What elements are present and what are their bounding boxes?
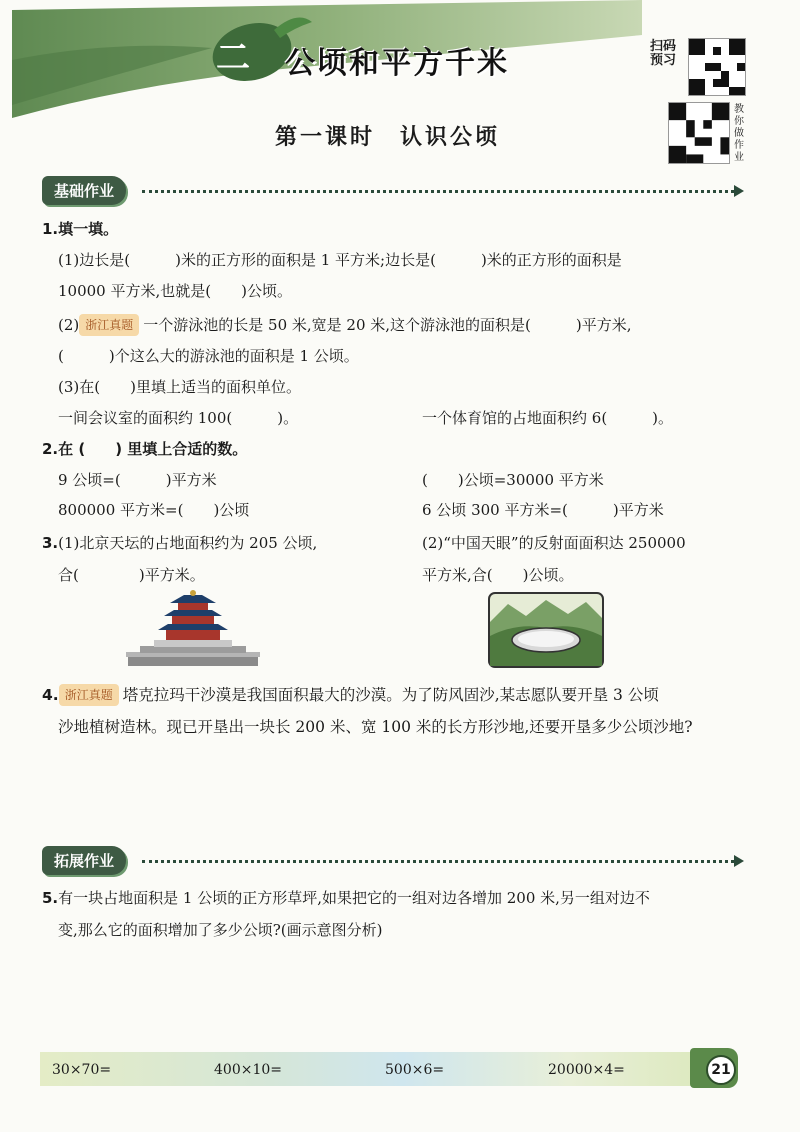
q1-part3-left: 一间会议室的面积约 100( )。 — [58, 409, 299, 427]
q2-row1-left: 9 公顷=( )平方米 — [58, 471, 217, 489]
q3-right-line1: (2)“中国天眼”的反射面面积达 250000 — [422, 534, 686, 552]
homework-help-qr-code[interactable] — [668, 102, 730, 164]
page-number: 21 — [706, 1055, 736, 1085]
section-divider — [142, 860, 734, 863]
qr-teach-label: 教你做作业 — [734, 104, 744, 163]
part-text: 一个游泳池的长是 50 米,宽是 20 米,这个游泳池的面积是( )平方米, — [143, 316, 632, 334]
q1-part1-line1: (1)边长是( )米的正方形的面积是 1 平方米;边长是( )米的正方形的面积是 — [58, 251, 622, 269]
question-number: 5. — [42, 889, 59, 907]
fast-telescope-image — [488, 592, 604, 668]
q4-text: 塔克拉玛干沙漠是我国面积最大的沙漠。为了防风固沙,某志愿队要开垦 3 公顷 — [122, 686, 659, 704]
question-1-heading — [42, 218, 118, 239]
q5-line2: 变,那么它的面积增加了多少公顷?(画示意图分析) — [58, 921, 383, 939]
chapter-title: 公顷和平方千米 — [285, 46, 509, 81]
question-number: 1. — [42, 220, 59, 238]
q1-part2-line1 — [58, 314, 632, 336]
part-label: (2) — [58, 316, 80, 334]
calc-item: 30×70= — [52, 1062, 112, 1078]
q1-part1-line2: 10000 平方米,也就是( )公顷。 — [58, 282, 292, 300]
zhejiang-exam-tag: 浙江真题 — [79, 314, 139, 336]
section-extended-badge: 拓展作业 — [42, 846, 126, 875]
question-title: 在 ( ) 里填上合适的数。 — [58, 440, 248, 458]
q1-part3-right: 一个体育馆的占地面积约 6( )。 — [422, 409, 674, 427]
calc-item: 500×6= — [385, 1062, 445, 1078]
q4-line2: 沙地植树造林。现已开垦出一块长 200 米、宽 100 米的长方形沙地,还要开垦多少公顷沙地? — [58, 718, 693, 736]
question-number: 4. — [42, 686, 59, 704]
section-divider — [142, 190, 734, 193]
question-2-heading — [42, 438, 247, 459]
q5-line1 — [42, 888, 650, 908]
q2-row2-left: 800000 平方米=( )公顷 — [58, 501, 250, 519]
question-title: 填一填。 — [58, 220, 119, 238]
q3-left-text: (1)北京天坛的占地面积约为 205 公顷, — [58, 534, 318, 552]
zhejiang-exam-tag: 浙江真题 — [59, 684, 119, 706]
temple-of-heaven-image — [126, 590, 260, 668]
q3-left-line2: 合( )平方米。 — [58, 566, 205, 584]
qr-preview-label: 扫码 预习 — [650, 39, 677, 68]
chapter-number: 二 — [216, 38, 250, 78]
arrow-icon — [734, 855, 744, 867]
calc-item: 20000×4= — [548, 1062, 625, 1078]
calc-item: 400×10= — [214, 1062, 282, 1078]
q4-line1 — [42, 684, 659, 706]
q2-row1-right: ( )公顷=30000 平方米 — [422, 471, 604, 489]
q5-text: 有一块占地面积是 1 公顷的正方形草坪,如果把它的一组对边各增加 200 米,另一组对边不 — [58, 889, 650, 907]
q2-row2-right: 6 公顷 300 平方米=( )平方米 — [422, 501, 664, 519]
q3-left-line1 — [42, 533, 317, 553]
q1-part3-line1: (3)在( )里填上适当的面积单位。 — [58, 378, 301, 396]
preview-qr-code[interactable] — [688, 38, 746, 96]
q1-part2-line2: ( )个这么大的游泳池的面积是 1 公顷。 — [58, 347, 359, 365]
question-number: 2. — [42, 440, 59, 458]
q3-right-line2: 平方米,合( )公顷。 — [422, 566, 574, 584]
section-basic-badge: 基础作业 — [42, 176, 126, 205]
arrow-icon — [734, 185, 744, 197]
lesson-title: 第一课时 认识公顷 — [275, 125, 501, 150]
question-number: 3. — [42, 534, 59, 552]
